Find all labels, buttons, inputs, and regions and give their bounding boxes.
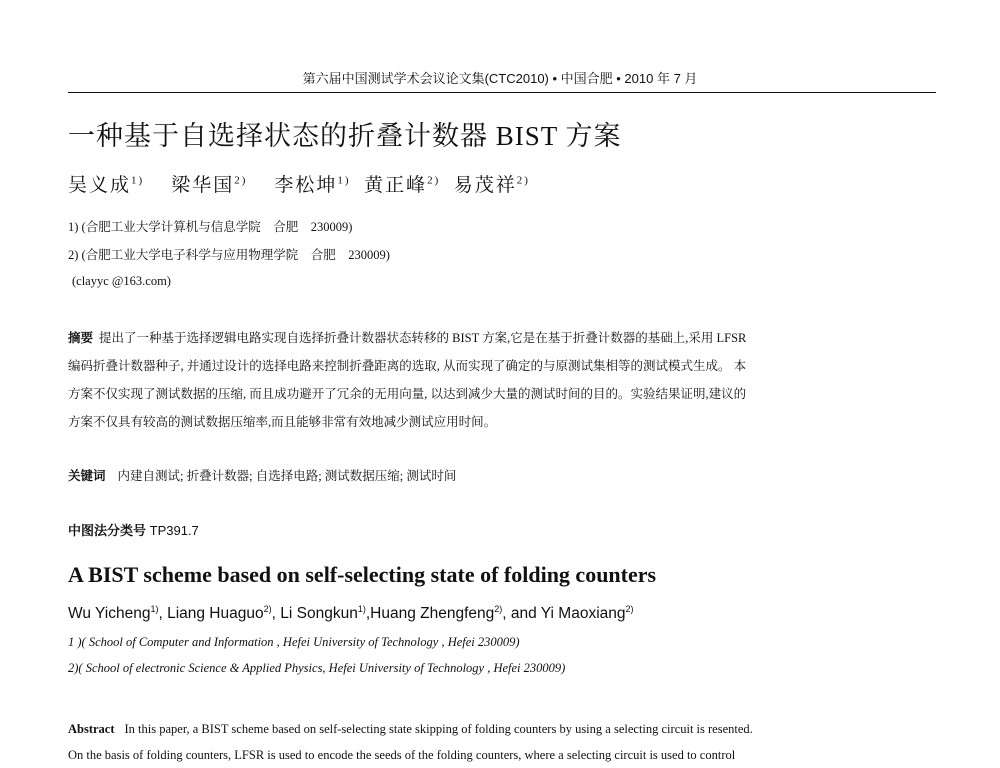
chinese-affiliation-1: 1) (合肥工业大学计算机与信息学院 合肥 230009): [68, 220, 353, 234]
abstract-label: 摘要: [68, 331, 94, 345]
clc-value: TP391.7: [149, 523, 199, 538]
english-affiliation-2: 2)( School of electronic Science & Applied Physics, Hefei University of Technology , Hefei 230009): [68, 661, 566, 675]
en-abstract-line: Abstract In this paper, a BIST scheme based on self-selecting state skipping of folding counters by using a selecting circuit is resented.: [68, 722, 753, 736]
author-email: (clayyc @163.com): [72, 274, 171, 288]
en-author-4: Huang Zhengfeng$^{2)}$, and: [370, 604, 541, 623]
running-header: 第六届中国测试学术会议论文集(CTC2010) • 中国合肥 • 2010 年 7 月: [302, 71, 698, 86]
author-1: 吴义成$^{1)}$: [68, 174, 145, 196]
en-author-2: Liang Huaguo$^{2)}$,: [167, 604, 281, 623]
abstract-line: 方案不仅具有较高的测试数据压缩率,而且能够非常有效地减少测试应用时间。: [68, 415, 497, 429]
author-2: 梁华国$^{2)}$: [171, 174, 248, 196]
en-author-1: Wu Yicheng$^{1)}$,: [68, 604, 168, 623]
abstract-line: 编码折叠计数器种子, 并通过设计的选择电路来控制折叠距离的选取, 从而实现了确定的与原测试集相等的测试模式生成。 本: [68, 359, 747, 373]
en-abstract-line: On the basis of folding counters, LFSR is used to encode the seeds of the folding counters, where a selecting circuit is used to control: [68, 748, 736, 762]
abstract-line: 方案不仅实现了测试数据的压缩, 而且成功避开了冗余的无用向量, 以达到减少大量的测试时间的目的。实验结果证明,建议的: [68, 387, 747, 401]
chinese-authors: [68, 170, 530, 197]
english-title: A BIST scheme based on self-selecting state of folding counters: [68, 562, 657, 587]
english-authors: [68, 604, 634, 623]
keywords-text: 内建自测试; 折叠计数器; 自选择电路; 测试数据压缩; 测试时间: [117, 469, 457, 483]
classification-number: [68, 520, 199, 539]
english-abstract: [68, 716, 938, 768]
author-3: 李松坤$^{1)}$: [274, 174, 351, 196]
author-5: 易茂祥$^{2)}$: [453, 174, 530, 196]
abstract-line: 摘要 提出了一种基于选择逻辑电路实现自选择折叠计数器状态转移的 BIST 方案,它是在基于折叠计数器的基础上,采用 LFSR: [68, 331, 747, 345]
chinese-title: 一种基于自选择状态的折叠计数器 BIST 方案: [68, 121, 622, 151]
chinese-abstract: [68, 324, 934, 436]
en-author-5: Yi Maoxiang$^{2)}$: [540, 604, 634, 623]
header-rule: [68, 92, 936, 93]
chinese-keywords: [68, 466, 456, 484]
clc-label: 中图法分类号: [68, 523, 147, 538]
english-affiliation-1: 1 )( School of Computer and Information , Hefei University of Technology , Hefei 230009): [68, 635, 520, 649]
en-author-3: Li Songkun$^{1)}$,: [280, 604, 371, 623]
author-4: 黄正峰$^{2)}$: [364, 174, 441, 196]
keywords-label: 关键词: [68, 469, 106, 483]
en-abstract-label: Abstract: [68, 722, 115, 736]
chinese-affiliation-2: 2) (合肥工业大学电子科学与应用物理学院 合肥 230009): [68, 248, 390, 262]
